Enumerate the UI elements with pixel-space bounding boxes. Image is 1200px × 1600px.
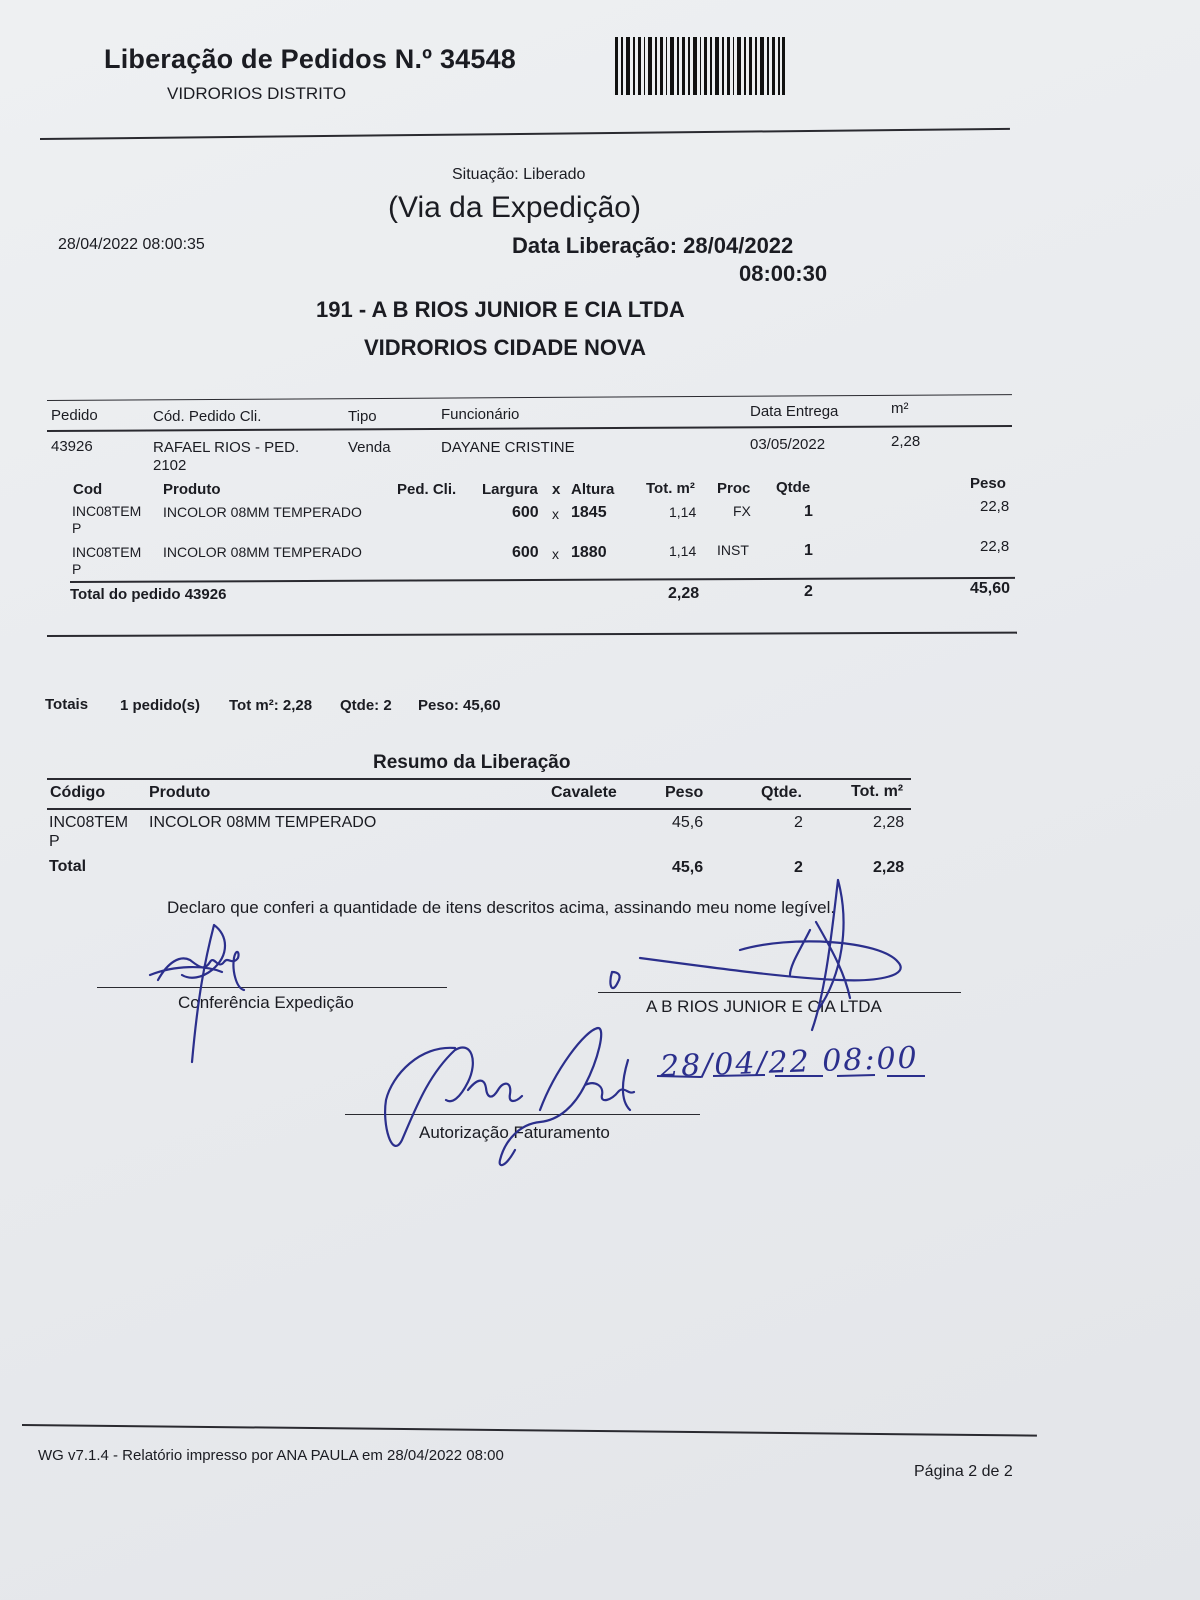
document-subtitle: VIDRORIOS DISTRITO bbox=[167, 84, 347, 103]
item-cod-line1: INC08TEM bbox=[72, 503, 142, 519]
item-header-cod: Cod bbox=[73, 481, 103, 498]
col-header-funcionario: Funcionário bbox=[441, 406, 520, 423]
release-time: 08:00:30 bbox=[739, 261, 828, 286]
resumo-header-tot-m2: Tot. m² bbox=[851, 783, 904, 800]
item-header-largura: Largura bbox=[482, 481, 538, 498]
order-tipo: Venda bbox=[348, 439, 391, 456]
resumo-codigo-line2: P bbox=[49, 833, 60, 850]
resumo-top-rule bbox=[47, 778, 911, 780]
order-total-peso: 45,60 bbox=[970, 580, 1011, 597]
handwritten-date: 28/04/22 08:00 bbox=[659, 1040, 920, 1085]
item-produto: INCOLOR 08MM TEMPERADO bbox=[163, 504, 362, 520]
resumo-codigo-line1: INC08TEM bbox=[49, 814, 129, 831]
copy-type-label: (Via da Expedição) bbox=[388, 191, 641, 224]
order-data-entrega: 03/05/2022 bbox=[750, 436, 826, 453]
item-largura: 600 bbox=[512, 504, 539, 521]
signature-label-autorizacao: Autorização Faturamento bbox=[419, 1123, 610, 1142]
order-cod-cli-line2: 2102 bbox=[153, 457, 187, 474]
item-proc: INST bbox=[717, 542, 749, 558]
totais-label: Totais bbox=[45, 696, 89, 713]
item-header-ped-cli: Ped. Cli. bbox=[397, 481, 457, 498]
release-date-label: Data Liberação: 28/04/2022 bbox=[512, 233, 794, 258]
order-funcionario: DAYANE CRISTINE bbox=[441, 439, 575, 456]
page-number: Página 2 de 2 bbox=[914, 1463, 1013, 1480]
declaration-text: Declaro que conferi a quantidade de itens descritos acima, assinando meu nome legível. bbox=[167, 898, 836, 917]
resumo-total-label: Total bbox=[49, 858, 87, 875]
item-header-tot-m2: Tot. m² bbox=[646, 480, 695, 497]
item-header-proc: Proc bbox=[717, 480, 751, 497]
signature-line-conferencia bbox=[97, 987, 447, 988]
item-peso: 22,8 bbox=[980, 498, 1010, 515]
footer-print-info: WG v7.1.4 - Relatório impresso por ANA PAULA em 28/04/2022 08:00 bbox=[38, 1447, 504, 1464]
item-header-altura: Altura bbox=[571, 481, 615, 498]
signature-line-company bbox=[598, 992, 961, 993]
resumo-peso: 45,6 bbox=[672, 814, 704, 831]
item-tot-m2: 1,14 bbox=[669, 504, 697, 520]
resumo-tot-m2: 2,28 bbox=[873, 814, 905, 831]
item-largura: 600 bbox=[512, 544, 539, 561]
order-total-m2: 2,28 bbox=[668, 585, 700, 602]
item-header-peso: Peso bbox=[970, 475, 1006, 492]
item-tot-m2: 1,14 bbox=[669, 543, 697, 559]
status-label: Situação: Liberado bbox=[452, 166, 586, 183]
order-m2: 2,28 bbox=[891, 433, 921, 450]
resumo-header-codigo: Código bbox=[50, 784, 106, 801]
order-pedido: 43926 bbox=[51, 438, 93, 455]
totais-pedidos: 1 pedido(s) bbox=[120, 697, 201, 714]
col-header-cod-cli: Cód. Pedido Cli. bbox=[153, 408, 262, 425]
totais-m2: Tot m²: 2,28 bbox=[229, 697, 313, 714]
item-header-qtde: Qtde bbox=[776, 479, 811, 496]
signature-label-conferencia: Conferência Expedição bbox=[178, 993, 354, 1012]
resumo-qtde: 2 bbox=[794, 814, 803, 831]
printed-datetime: 28/04/2022 08:00:35 bbox=[58, 236, 205, 253]
item-cod-line1: INC08TEM bbox=[72, 544, 142, 560]
resumo-total-peso: 45,6 bbox=[672, 859, 704, 876]
item-qtde: 1 bbox=[804, 542, 813, 559]
order-cod-cli-line1: RAFAEL RIOS - PED. bbox=[153, 439, 300, 456]
totais-peso: Peso: 45,60 bbox=[418, 697, 501, 714]
item-x: x bbox=[552, 506, 559, 522]
item-cod-line2: P bbox=[72, 561, 82, 577]
signature-mark-icon bbox=[610, 972, 619, 988]
order-table-top-rule bbox=[47, 394, 1012, 401]
item-altura: 1845 bbox=[571, 504, 607, 521]
signature-line-autorizacao bbox=[345, 1114, 700, 1115]
resumo-produto: INCOLOR 08MM TEMPERADO bbox=[149, 814, 377, 831]
col-header-pedido: Pedido bbox=[51, 407, 98, 424]
col-header-data-entrega: Data Entrega bbox=[750, 403, 839, 420]
order-total-rule bbox=[70, 577, 1015, 583]
resumo-header-qtde: Qtde. bbox=[761, 784, 802, 801]
handwritten-date-underline bbox=[655, 1070, 955, 1082]
resumo-header-cavalete: Cavalete bbox=[551, 784, 617, 801]
item-peso: 22,8 bbox=[980, 538, 1010, 555]
item-cod-line2: P bbox=[72, 520, 82, 536]
document-title: Liberação de Pedidos N.º 34548 bbox=[104, 44, 517, 74]
item-qtde: 1 bbox=[804, 503, 813, 520]
footer-rule bbox=[22, 1424, 1037, 1437]
totais-qtde: Qtde: 2 bbox=[340, 697, 392, 714]
item-produto: INCOLOR 08MM TEMPERADO bbox=[163, 544, 362, 560]
order-table-header-rule bbox=[47, 425, 1012, 432]
order-table-bottom-rule bbox=[47, 632, 1017, 637]
item-header-produto: Produto bbox=[163, 481, 221, 498]
resumo-title: Resumo da Liberação bbox=[373, 752, 571, 773]
order-total-qtde: 2 bbox=[804, 583, 813, 600]
item-header-x: x bbox=[552, 481, 561, 498]
resumo-header-produto: Produto bbox=[149, 784, 211, 801]
item-x: x bbox=[552, 546, 559, 562]
customer-name: 191 - A B RIOS JUNIOR E CIA LTDA bbox=[316, 297, 685, 322]
header-divider bbox=[40, 128, 1010, 140]
resumo-total-qtde: 2 bbox=[794, 859, 803, 876]
signature-autorizacao-icon bbox=[385, 1028, 634, 1165]
col-header-m2: m² bbox=[891, 400, 909, 417]
resumo-header-peso: Peso bbox=[665, 784, 704, 801]
resumo-total-tot-m2: 2,28 bbox=[873, 859, 905, 876]
order-total-label: Total do pedido 43926 bbox=[70, 586, 227, 603]
col-header-tipo: Tipo bbox=[348, 408, 377, 425]
signature-label-company: A B RIOS JUNIOR E CIA LTDA bbox=[646, 997, 882, 1016]
item-proc: FX bbox=[733, 503, 751, 519]
customer-branch: VIDRORIOS CIDADE NOVA bbox=[364, 335, 646, 360]
resumo-header-rule bbox=[47, 808, 911, 810]
barcode-icon bbox=[615, 37, 785, 95]
item-altura: 1880 bbox=[571, 544, 607, 561]
